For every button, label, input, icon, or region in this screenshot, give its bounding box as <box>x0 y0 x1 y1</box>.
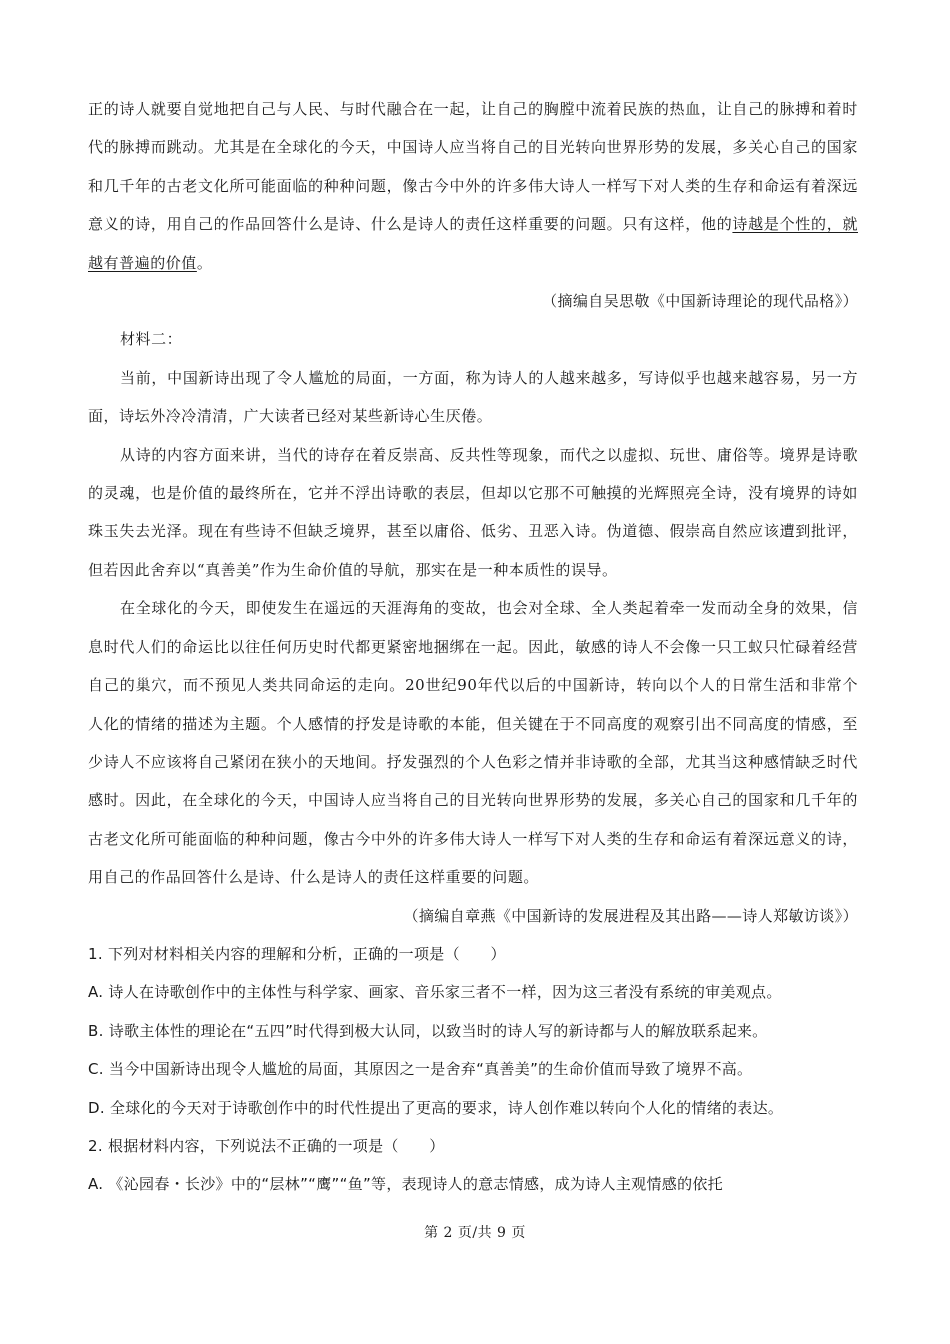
option-b: B. 诗歌主体性的理论在“五四”时代得到极大认同，以致当时的诗人写的新诗都与人的解放联系起来。 <box>88 1021 768 1040</box>
material2-paragraph: 当前，中国新诗出现了令人尴尬的局面，一方面，称为诗人的人越来越多，写诗似乎也越来越容易，另一方面，诗坛外冷冷清清，广大读者已经对某些新诗心生厌倦。 <box>88 368 858 426</box>
question-stem: 2. 根据材料内容，下列说法不正确的一项是（ ） <box>88 1136 445 1155</box>
material2-source: （摘编自章燕《中国新诗的发展进程及其出路——诗人郑敏访谈》） <box>403 906 858 925</box>
underlined-sentence: 诗越是个性的，就越有普遍的价值 <box>88 215 858 272</box>
page-footer: 第 2 页/共 9 页 <box>424 1225 526 1241</box>
material2-paragraph: 从诗的内容方面来讲，当代的诗存在着反崇高、反共性等现象，而代之以虚拟、玩世、庸俗等。境界是诗歌的灵魂，也是价值的最终所在，它并不浮出诗歌的表层，但却以它那不可触摸的光辉照亮全诗，没有境界的诗如珠玉失去光泽。现在有些诗不但缺乏境界，甚至以庸俗、低劣、丑恶入诗。伪道德、假崇高自然应该遭到批评，但若因此舍弃以“真善美”作为生命价值的导航，那实在是一种本质性的误导。 <box>88 445 858 579</box>
question-stem: 1. 下列对材料相关内容的理解和分析，正确的一项是（ ） <box>88 944 506 963</box>
option-c: C. 当今中国新诗出现令人尴尬的局面，其原因之一是舍弃“真善美”的生命价值而导致了境界不高。 <box>88 1060 753 1079</box>
option-a: A. 诗人在诗歌创作中的主体性与科学家、画家、音乐家三者不一样，因为这三者没有系统的审美观点。 <box>88 983 782 1002</box>
material1-period: 。 <box>196 253 213 272</box>
material1-text: 正的诗人就要自觉地把自己与人民、与时代融合在一起，让自己的胸膛中流着民族的热血，让自己的脉搏和着时代的脉搏而跳动。尤其是在全球化的今天，中国诗人应当将自己的目光转向世界形势的发展，多关心自己的国家和几千年的古老文化所可能面临的种种问题，像古今中外的许多伟大诗人一样写下对人类的生存和命运有着深远意义的诗，用自己的作品回答什么是诗、什么是诗人的责任这样重要的问题。只有这样，他的 <box>88 100 858 234</box>
material1-source: （摘编自吴思敬《中国新诗理论的现代品格》） <box>542 292 858 311</box>
material2-heading: 材料二： <box>120 330 183 349</box>
material2-paragraph: 在全球化的今天，即使发生在遥远的天涯海角的变故，也会对全球、全人类起着牵一发而动全身的效果，信息时代人们的命运比以往任何历史时代都更紧密地捆绑在一起。因此，敏感的诗人不会像一只工蚁只忙碌着经营自己的巢穴，而不预见人类共同命运的走向。20世纪90年代以后的中国新诗，转向以个人的日常生活和非常个人化的情绪的描述为主题。个人感情的抒发是诗歌的本能，但关键在于不同高度的观察引出不同高度的情感，至少诗人不应该将自己紧闭在狭小的天地间。抒发强烈的个人色彩之情并非诗歌的全部，尤其当这种感情缺乏时代感时。因此，在全球化的今天，中国诗人应当将自己的目光转向世界形势的发展，多关心自己的国家和几千年的古老文化所可能面临的种种问题，像古今中外的许多伟大诗人一样写下对人类的生存和命运有着深远意义的诗，用自己的作品回答什么是诗、什么是诗人的责任这样重要的问题。 <box>88 599 858 887</box>
option-d: D. 全球化的今天对于诗歌创作中的时代性提出了更高的要求，诗人创作难以转向个人化的情绪的表达。 <box>88 1098 784 1117</box>
document-page <box>88 90 858 1204</box>
question-2 <box>88 1127 858 1204</box>
option-a: A. 《沁园春・长沙》中的“层林”“鹰”“鱼”等，表现诗人的意志情感，成为诗人主观情感的依托 <box>88 1175 723 1194</box>
material1-closing-paragraph <box>88 90 858 282</box>
question-1 <box>88 935 858 1127</box>
